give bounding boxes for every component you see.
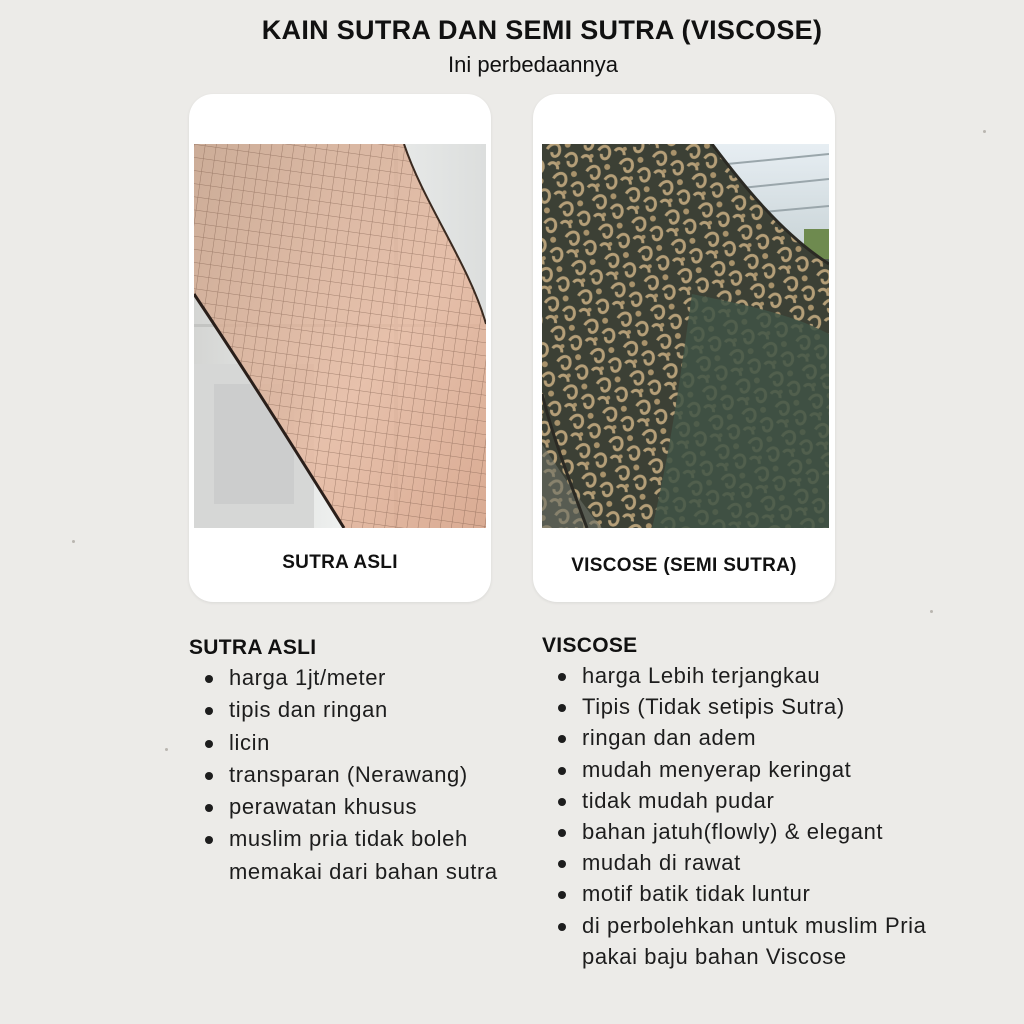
list-item: motif batik tidak luntur: [542, 878, 982, 909]
sutra-feature-list: [189, 636, 529, 888]
list-item: [189, 823, 529, 888]
list-item: harga 1jt/meter: [189, 662, 529, 694]
list-item: licin: [189, 727, 529, 759]
viscose-fabric-photo: [542, 144, 829, 528]
sutra-card-label: SUTRA ASLI: [282, 552, 398, 573]
viscose-feature-list: [542, 634, 982, 972]
list-item: Tipis (Tidak setipis Sutra): [542, 691, 982, 722]
list-item: tidak mudah pudar: [542, 785, 982, 816]
list-item: tipis dan ringan: [189, 694, 529, 726]
list-item: bahan jatuh(flowly) & elegant: [542, 816, 982, 847]
list-item-line: memakai dari bahan sutra: [229, 858, 498, 884]
list-item: harga Lebih terjangkau: [542, 660, 982, 691]
list-item: transparan (Nerawang): [189, 759, 529, 791]
list-item-line: muslim pria tidak boleh: [229, 826, 468, 852]
list-item: ringan dan adem: [542, 722, 982, 753]
sutra-fabric-photo: [194, 144, 486, 528]
background-speck: [165, 748, 168, 751]
viscose-card: [533, 94, 835, 602]
list-item: mudah di rawat: [542, 847, 982, 878]
background-speck: [930, 610, 933, 613]
background-speck: [72, 540, 75, 543]
viscose-heading: VISCOSE: [542, 634, 638, 657]
list-item-line: di perbolehkan untuk muslim Pria: [582, 912, 927, 938]
list-item: perawatan khusus: [189, 791, 529, 823]
list-item: [542, 910, 982, 972]
sutra-heading: SUTRA ASLI: [189, 636, 317, 659]
list-item: mudah menyerap keringat: [542, 754, 982, 785]
list-item-line: pakai baju bahan Viscose: [582, 943, 847, 969]
page-title: KAIN SUTRA DAN SEMI SUTRA (VISCOSE): [261, 15, 823, 45]
viscose-card-label: VISCOSE (SEMI SUTRA): [571, 555, 797, 576]
page-subtitle: Ini perbedaannya: [447, 52, 619, 77]
sutra-card: [189, 94, 491, 602]
background-speck: [983, 130, 986, 133]
